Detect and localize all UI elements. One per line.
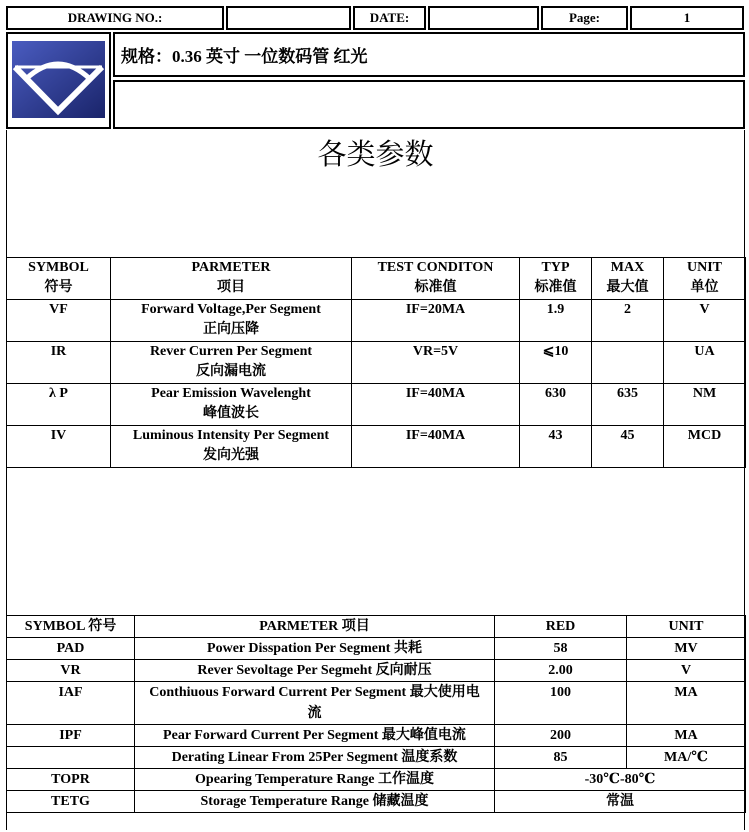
cell-unit: V [664,300,746,342]
cell-unit: NM [664,384,746,426]
cell-max [592,342,664,384]
cell-test: IF=40MA [352,426,520,468]
page-label: Page: [541,6,628,30]
table-row [7,791,746,813]
cell-typ: 630 [520,384,592,426]
cell-unit: UA [664,342,746,384]
header-parameter: PARMETER 项目 [135,616,495,638]
cell-max: 635 [592,384,664,426]
cell-parameter: Opearing Temperature Range 工作温度 [135,769,495,791]
absolute-ratings-table [6,615,746,813]
table-row [7,660,746,682]
header-unit: UNIT [627,616,746,638]
header-unit: UNIT 单位 [664,258,746,300]
table-row [7,725,746,747]
page-title: 各类参数 [317,137,434,171]
cell-symbol: IAF [7,682,135,725]
cell-test: IF=40MA [352,384,520,426]
table-row [7,384,746,426]
cell-typ: 43 [520,426,592,468]
cell-symbol: λ P [7,384,111,426]
cell-parameter: Pear Emission Wavelenght 峰值波长 [111,384,352,426]
header-parameter: PARMETER 项目 [111,258,352,300]
cell-parameter: Conthiuous Forward Current Per Segment 最大使用电流 [135,682,495,725]
cell-typ: 1.9 [520,300,592,342]
table-row [7,682,746,725]
cell-max: 2 [592,300,664,342]
cell-symbol: VR [7,660,135,682]
cell-parameter: Storage Temperature Range 储藏温度 [135,791,495,813]
cell-typ: ⩽10 [520,342,592,384]
cell-red: 85 [495,747,627,769]
cell-parameter: Derating Linear From 25Per Segment 温度系数 [135,747,495,769]
logo-mark-icon [12,41,105,118]
cell-parameter: Rever Curren Per Segment 反向漏电流 [111,342,352,384]
cell-unit: MA/℃ [627,747,746,769]
cell-parameter: Power Disspation Per Segment 共耗 [135,638,495,660]
cell-symbol: TOPR [7,769,135,791]
date-label: DATE: [353,6,426,30]
cell-unit: MA [627,725,746,747]
header-symbol: SYMBOL 符号 [7,616,135,638]
table-header-row [7,258,746,300]
cell-unit: V [627,660,746,682]
cell-unit: MCD [664,426,746,468]
company-logo [12,41,105,118]
date-value [428,6,539,30]
drawing-no-value [226,6,351,30]
header-symbol: SYMBOL 符号 [7,258,111,300]
cell-max: 45 [592,426,664,468]
cell-value: -30℃-80℃ [495,769,746,791]
cell-value: 常温 [495,791,746,813]
cell-red: 100 [495,682,627,725]
table-row [7,300,746,342]
table-row [7,342,746,384]
table-row [7,638,746,660]
cell-symbol: IPF [7,725,135,747]
table-row [7,769,746,791]
cell-symbol: PAD [7,638,135,660]
spec-line-1: 规格：0.36 英寸 一位数码管 红光 [113,32,745,77]
header-typ: TYP 标准值 [520,258,592,300]
cell-symbol [7,747,135,769]
cell-red: 200 [495,725,627,747]
page-value: 1 [630,6,744,30]
characteristics-table [6,257,746,468]
header-max: MAX 最大值 [592,258,664,300]
cell-unit: MA [627,682,746,725]
cell-symbol: IR [7,342,111,384]
cell-parameter: Pear Forward Current Per Segment 最大峰值电流 [135,725,495,747]
cell-parameter: Rever Sevoltage Per Segmeht 反向耐压 [135,660,495,682]
cell-symbol: IV [7,426,111,468]
cell-red: 2.00 [495,660,627,682]
cell-test: IF=20MA [352,300,520,342]
cell-symbol: VF [7,300,111,342]
cell-symbol: TETG [7,791,135,813]
logo-frame [6,32,111,129]
cell-red: 58 [495,638,627,660]
cell-parameter: Forward Voltage,Per Segment 正向压降 [111,300,352,342]
cell-parameter: Luminous Intensity Per Segment 发向光强 [111,426,352,468]
table-header-row [7,616,746,638]
cell-test: VR=5V [352,342,520,384]
spec-line-2 [113,80,745,129]
drawing-no-label: DRAWING NO.: [6,6,224,30]
cell-unit: MV [627,638,746,660]
table-row [7,747,746,769]
table-row [7,426,746,468]
header-test-condition: TEST CONDITON 标准值 [352,258,520,300]
header-red: RED [495,616,627,638]
